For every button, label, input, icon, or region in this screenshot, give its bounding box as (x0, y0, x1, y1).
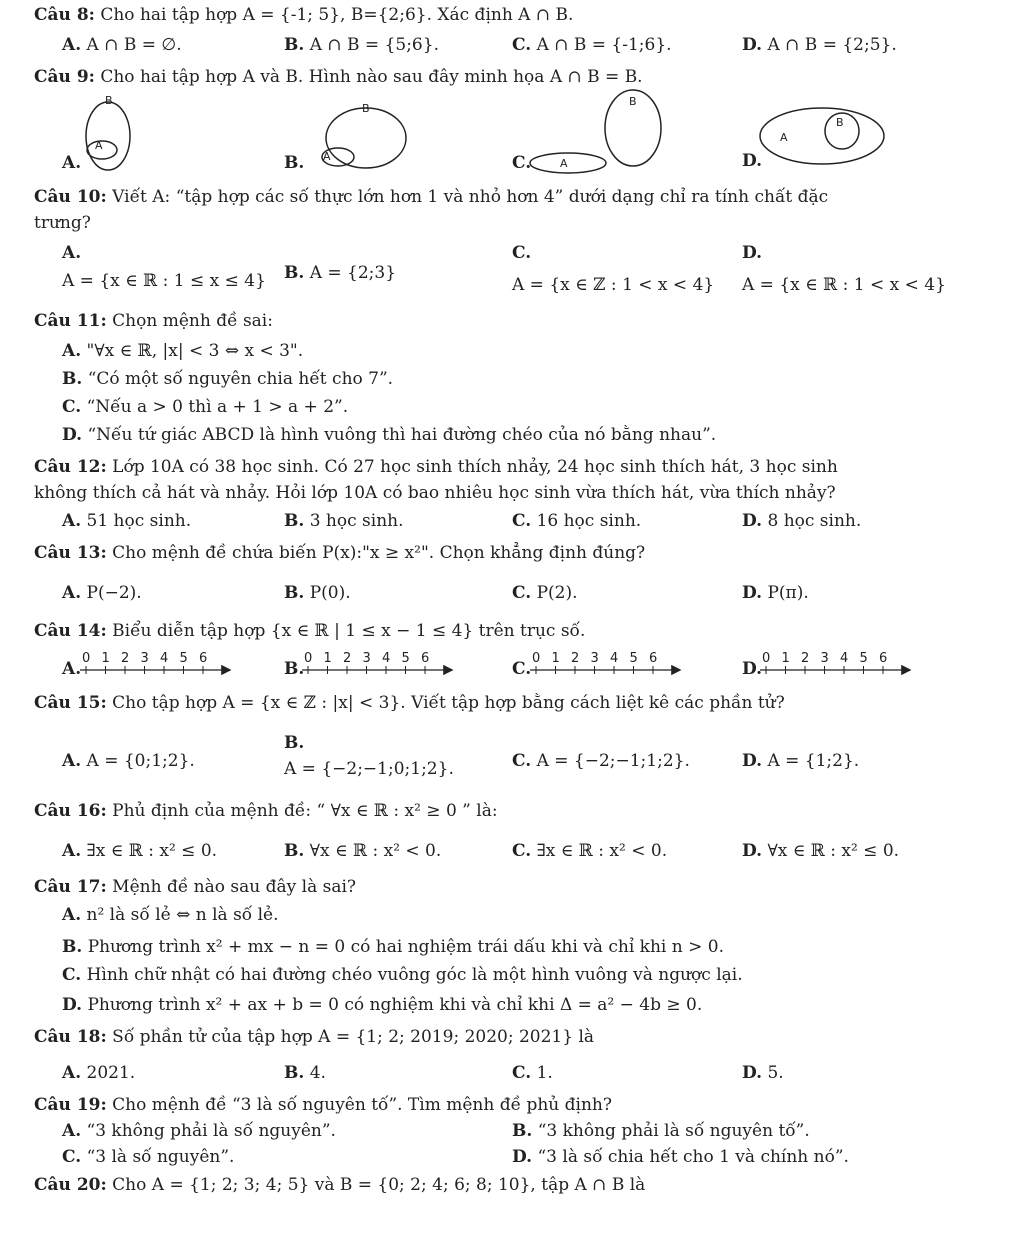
tick-label: 3 (590, 651, 599, 666)
option-b: B. Phương trình x² + mx − n = 0 có hai nghiệm trái dấu khi và chỉ khi n > 0. (62, 937, 724, 957)
option-b: A = {−2;−1;0;1;2}. (284, 759, 454, 779)
option-d: D. “3 là số chia hết cho 1 và chính nó”. (512, 1147, 849, 1167)
tick-label: 5 (629, 651, 638, 666)
option-a: A = {x ∈ ℝ : 1 ≤ x ≤ 4} (62, 271, 266, 291)
option-b-label: B. (284, 659, 305, 679)
option-b-label: B. (284, 153, 305, 173)
question-10-cont: trưng? (34, 213, 91, 233)
option-d: D. A ∩ B = {2;5}. (742, 35, 897, 55)
option-a: A. “3 không phải là số nguyên”. (62, 1121, 336, 1141)
venn-d-label-b: B (836, 116, 844, 129)
tick-label: 6 (199, 651, 208, 666)
tick-label: 0 (304, 651, 313, 666)
option-d: D. A = {1;2}. (742, 751, 860, 771)
question-15: Câu 15: Cho tập hợp A = {x ∈ ℤ : |x| < 3}. Viết tập hợp bằng cách liệt kê các phần tử? (34, 693, 785, 713)
option-a: A. ∃x ∈ ℝ : x² ≤ 0. (62, 841, 218, 861)
option-b: B. “Có một số nguyên chia hết cho 7”. (62, 369, 394, 389)
option-c: C. A ∩ B = {-1;6}. (512, 35, 672, 55)
option-b: B. ∀x ∈ ℝ : x² < 0. (284, 841, 442, 861)
venn-c-label-a: A (560, 157, 568, 170)
option-d: D. ∀x ∈ ℝ : x² ≤ 0. (742, 841, 900, 861)
question-12: Câu 12: Lớp 10A có 38 học sinh. Có 27 học sinh thích nhảy, 24 học sinh thích hát, 3 học sinh (34, 457, 838, 477)
venn-d-label-a: A (780, 131, 788, 144)
option-c-label: C. (512, 153, 532, 173)
tick-label: 4 (160, 651, 169, 666)
tick-label: 2 (121, 651, 130, 666)
question-11: Câu 11: Chọn mệnh đề sai: (34, 311, 273, 331)
option-a-label: A. (62, 659, 82, 679)
tick-label: 0 (82, 651, 91, 666)
option-d: D. 5. (742, 1063, 784, 1083)
option-b: B. A ∩ B = {5;6}. (284, 35, 439, 55)
option-d-label: D. (742, 151, 763, 171)
option-c: A = {x ∈ ℤ : 1 < x < 4} (512, 275, 715, 295)
venn-b-label-a: A (323, 150, 331, 163)
question-number: Câu 8: (34, 5, 95, 25)
question-19: Câu 19: Cho mệnh đề “3 là số nguyên tố”. Tìm mệnh đề phủ định? (34, 1095, 612, 1115)
option-d: D. P(π). (742, 583, 809, 603)
venn-a-set-b (86, 102, 130, 170)
number-lines (0, 640, 1024, 684)
venn-a-label-b: B (105, 94, 113, 107)
option-b: B. A = {2;3} (284, 263, 397, 283)
option-c: C. “3 là số nguyên”. (62, 1147, 235, 1167)
tick-label: 4 (610, 651, 619, 666)
tick-label: 0 (532, 651, 541, 666)
option-c-label: C. (512, 659, 532, 679)
option-d: D. 8 học sinh. (742, 511, 862, 531)
tick-label: 6 (879, 651, 888, 666)
option-c-label: C. (512, 243, 532, 263)
tick-label: 5 (859, 651, 868, 666)
question-17: Câu 17: Mệnh đề nào sau đây là sai? (34, 877, 357, 897)
option-c: C. P(2). (512, 583, 578, 603)
venn-d-set-a (760, 108, 884, 164)
number-line-a (80, 651, 229, 674)
venn-a-label-a: A (95, 139, 103, 152)
option-c: C. ∃x ∈ ℝ : x² < 0. (512, 841, 668, 861)
question-10: Câu 10: Viết A: “tập hợp các số thực lớn hơn 1 và nhỏ hơn 4” dưới dạng chỉ ra tính chất đặc (34, 187, 829, 207)
venn-c-set-a (530, 153, 606, 173)
venn-b-set-b (326, 108, 406, 168)
question-16: Câu 16: Phủ định của mệnh đề: “ ∀x ∈ ℝ : x² ≥ 0 ” là: (34, 801, 498, 821)
question-9: Câu 9: Cho hai tập hợp A và B. Hình nào sau đây minh họa A ∩ B = B. (34, 67, 643, 87)
tick-label: 6 (649, 651, 658, 666)
venn-c-label-b: B (629, 95, 637, 108)
option-c: C. 1. (512, 1063, 553, 1083)
option-c: C. A = {−2;−1;1;2}. (512, 751, 690, 771)
tick-label: 5 (401, 651, 410, 666)
tick-label: 6 (421, 651, 430, 666)
tick-label: 5 (179, 651, 188, 666)
option-a-label: A. (62, 153, 82, 173)
venn-b-label-b: B (362, 102, 370, 115)
option-a: A. 2021. (62, 1063, 136, 1083)
tick-label: 3 (820, 651, 829, 666)
question-12-cont: không thích cả hát và nhảy. Hỏi lớp 10A có bao nhiêu học sinh vừa thích hát, vừa thích nhảy? (34, 483, 836, 503)
number-line-c (530, 651, 679, 674)
question-text: Cho hai tập hợp A = {-1; 5}, B={2;6}. Xác định A ∩ B. (100, 5, 574, 25)
option-a: A. n² là số lẻ ⇔ n là số lẻ. (62, 905, 279, 925)
option-b: B. P(0). (284, 583, 351, 603)
option-c: C. Hình chữ nhật có hai đường chéo vuông góc là một hình vuông và ngược lại. (62, 965, 743, 985)
option-d-label: D. (742, 243, 763, 263)
option-d: D. Phương trình x² + ax + b = 0 có nghiệm khi và chỉ khi Δ = a² − 4b ≥ 0. (62, 995, 703, 1015)
option-a: A. A = {0;1;2}. (62, 751, 195, 771)
tick-label: 2 (801, 651, 810, 666)
tick-label: 2 (343, 651, 352, 666)
tick-label: 1 (323, 651, 332, 666)
number-line-d (760, 651, 909, 674)
option-a: A. 51 học sinh. (62, 511, 192, 531)
tick-label: 3 (362, 651, 371, 666)
option-c: C. 16 học sinh. (512, 511, 642, 531)
tick-label: 1 (781, 651, 790, 666)
option-c: C. “Nếu a > 0 thì a + 1 > a + 2”. (62, 397, 349, 417)
option-d: D. “Nếu tứ giác ABCD là hình vuông thì hai đường chéo của nó bằng nhau”. (62, 425, 717, 445)
question-14: Câu 14: Biểu diễn tập hợp {x ∈ ℝ | 1 ≤ x − 1 ≤ 4} trên trục số. (34, 621, 586, 641)
option-a-label: A. (62, 243, 82, 263)
option-d: A = {x ∈ ℝ : 1 < x < 4} (742, 275, 946, 295)
question-18: Câu 18: Số phần tử của tập hợp A = {1; 2; 2019; 2020; 2021} là (34, 1027, 595, 1047)
option-b-label: B. (284, 733, 305, 753)
tick-label: 2 (571, 651, 580, 666)
number-line-b (302, 651, 451, 674)
tick-label: 0 (762, 651, 771, 666)
option-b: B. 4. (284, 1063, 326, 1083)
option-a: A. "∀x ∈ ℝ, |x| < 3 ⇔ x < 3". (62, 341, 304, 361)
option-a: A. A ∩ B = ∅. (62, 35, 182, 55)
tick-label: 4 (382, 651, 391, 666)
option-a: A. P(−2). (62, 583, 142, 603)
question-13: Câu 13: Cho mệnh đề chứa biến P(x):"x ≥ x²". Chọn khẳng định đúng? (34, 543, 646, 563)
venn-diagrams (0, 0, 1024, 200)
question-20: Câu 20: Cho A = {1; 2; 3; 4; 5} và B = {0; 2; 4; 6; 8; 10}, tập A ∩ B là (34, 1175, 646, 1195)
tick-label: 3 (140, 651, 149, 666)
tick-label: 1 (551, 651, 560, 666)
option-b: B. 3 học sinh. (284, 511, 404, 531)
tick-label: 4 (840, 651, 849, 666)
option-d-label: D. (742, 659, 763, 679)
tick-label: 1 (101, 651, 110, 666)
option-b: B. “3 không phải là số nguyên tố”. (512, 1121, 810, 1141)
